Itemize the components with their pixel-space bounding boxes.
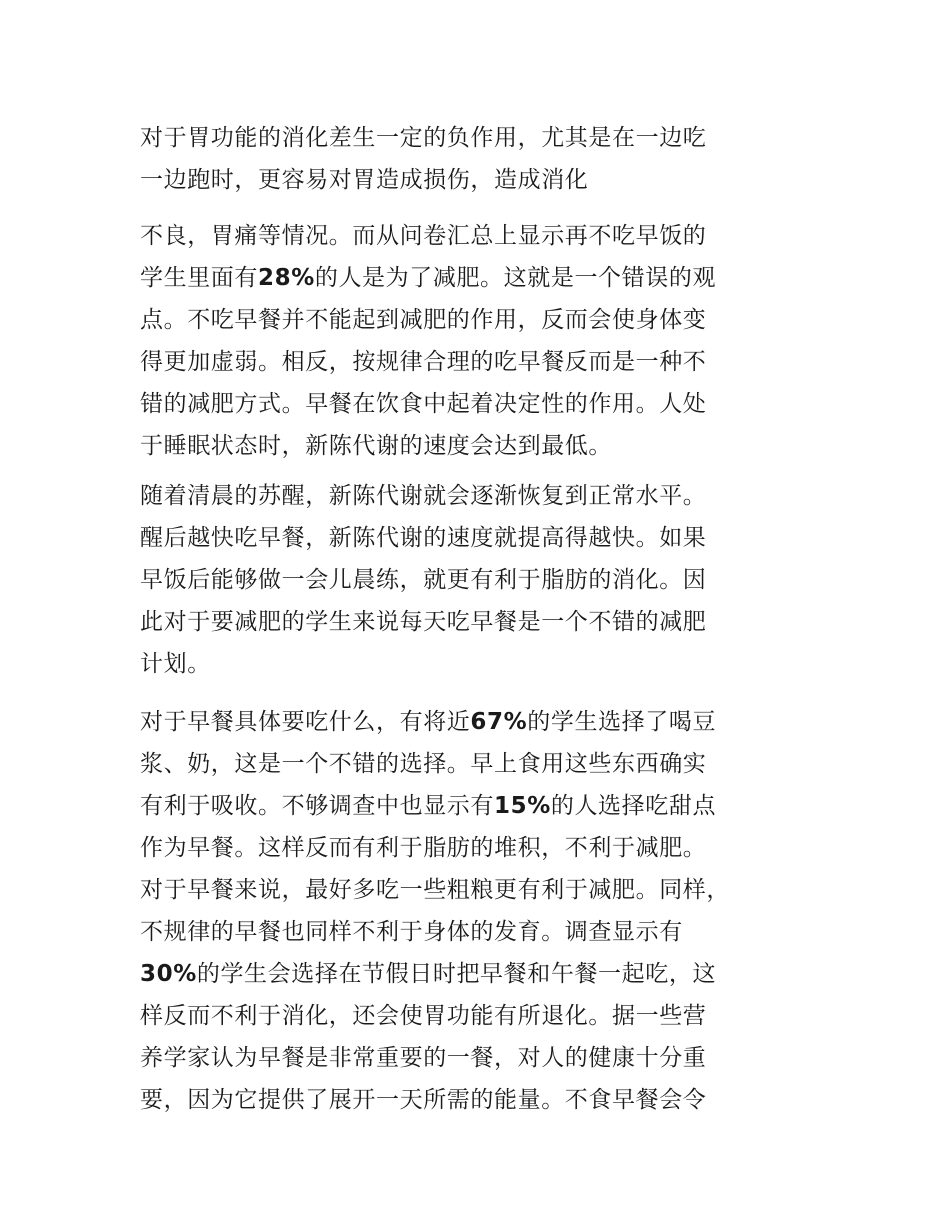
text-segment: 有利于吸收。不够调查中也显示有 — [140, 793, 494, 819]
text-segment: 的人选择吃甜点 — [550, 793, 717, 819]
text-line — [140, 790, 716, 822]
highlighted-percentage: 28% — [258, 265, 315, 291]
text-line: 对于早餐来说，最好多吃一些粗粮更有利于减肥。同样， — [140, 877, 730, 903]
text-segment: 学生里面有 — [140, 265, 258, 291]
text-line: 随着清晨的苏醒，新陈代谢就会逐渐恢复到正常水平。 — [140, 483, 707, 509]
text-line — [140, 262, 716, 294]
text-segment: 的人是为了减肥。这就是一个错误的观 — [314, 265, 717, 291]
text-line: 此对于要减肥的学生来说每天吃早餐是一个不错的减肥 — [140, 609, 707, 635]
text-line: 一边跑时，更容易对胃造成损伤，造成消化 — [140, 167, 589, 193]
highlighted-percentage: 15% — [494, 793, 551, 819]
text-line: 得更加虚弱。相反，按规律合理的吃早餐反而是一种不 — [140, 349, 707, 375]
text-line: 养学家认为早餐是非常重要的一餐，对人的健康十分重 — [140, 1045, 707, 1071]
text-line — [140, 706, 716, 738]
text-line: 浆、奶，这是一个不错的选择。早上食用这些东西确实 — [140, 751, 707, 777]
text-line: 要，因为它提供了展开一天所需的能量。不食早餐会令 — [140, 1087, 707, 1113]
text-line: 样反而不利于消化，还会使胃功能有所退化。据一些营 — [140, 1003, 707, 1029]
text-line: 于睡眠状态时，新陈代谢的速度会达到最低。 — [140, 433, 612, 459]
text-line: 错的减肥方式。早餐在饮食中起着决定性的作用。人处 — [140, 391, 707, 417]
text-line: 不规律的早餐也同样不利于身体的发育。调查显示有 — [140, 919, 683, 945]
text-line: 不良，胃痛等情况。而从问卷汇总上显示再不吃早饭的 — [140, 223, 707, 249]
text-line: 对于胃功能的消化差生一定的负作用，尤其是在一边吃 — [140, 125, 707, 151]
text-segment: 的学生会选择在节假日时把早餐和午餐一起吃，这 — [196, 961, 717, 987]
highlighted-percentage: 67% — [470, 709, 528, 735]
text-line: 计划。 — [140, 651, 211, 677]
text-line — [140, 958, 716, 990]
text-segment: 对于早餐具体要吃什么，有将近 — [140, 709, 471, 735]
highlighted-percentage: 30% — [140, 961, 197, 987]
text-line: 点。不吃早餐并不能起到减肥的作用，反而会使身体变 — [140, 307, 707, 333]
text-line: 醒后越快吃早餐，新陈代谢的速度就提高得越快。如果 — [140, 525, 707, 551]
text-line: 早饭后能够做一会儿晨练，就更有利于脂肪的消化。因 — [140, 567, 707, 593]
text-line: 作为早餐。这样反而有利于脂肪的堆积，不利于减肥。 — [140, 835, 707, 861]
text-segment: 的学生选择了喝豆 — [527, 709, 717, 735]
